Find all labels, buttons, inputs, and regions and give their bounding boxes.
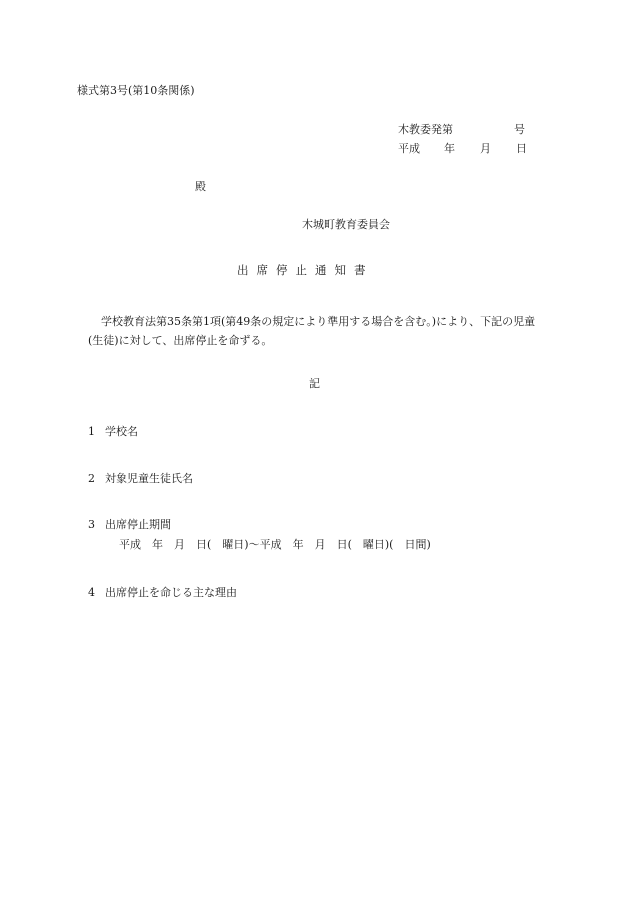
- form-label: 様式第3号(第10条関係): [77, 84, 195, 97]
- date-year-unit: 年: [444, 142, 455, 155]
- item-suspension-period: [88, 519, 171, 530]
- item-label: 対象児童生徒氏名: [105, 472, 193, 485]
- document-title: 出席停止通知書: [237, 263, 374, 277]
- issuer-name: 木城町教育委員会: [302, 218, 390, 231]
- item-student-name: [88, 473, 193, 484]
- suspension-period-line: 平成 年 月 日( 曜日)～平成 年 月 日( 曜日)( 日間): [119, 538, 431, 551]
- item-label: 出席停止期間: [105, 518, 171, 531]
- body-paragraph: 学校教育法第35条第1項(第49条の規定により準用する場合を含む。)により、下記の児童(生徒)に対して、出席停止を命ずる。: [88, 315, 536, 347]
- document-number-prefix: 木教委発第: [398, 123, 453, 136]
- date-era: 平成: [398, 142, 420, 155]
- item-number: 1: [88, 425, 95, 438]
- ki-heading: 記: [309, 377, 320, 390]
- date-day-unit: 日: [516, 142, 527, 155]
- item-number: 2: [88, 472, 95, 485]
- item-label: 学校名: [105, 425, 138, 438]
- item-label: 出席停止を命じる主な理由: [105, 586, 237, 599]
- document-number-suffix: 号: [514, 123, 525, 136]
- item-school-name: [88, 426, 138, 437]
- addressee-honorific: 殿: [195, 180, 206, 193]
- item-number: 3: [88, 518, 95, 531]
- item-reason: [88, 587, 237, 598]
- date-month-unit: 月: [480, 142, 491, 155]
- item-number: 4: [88, 586, 95, 599]
